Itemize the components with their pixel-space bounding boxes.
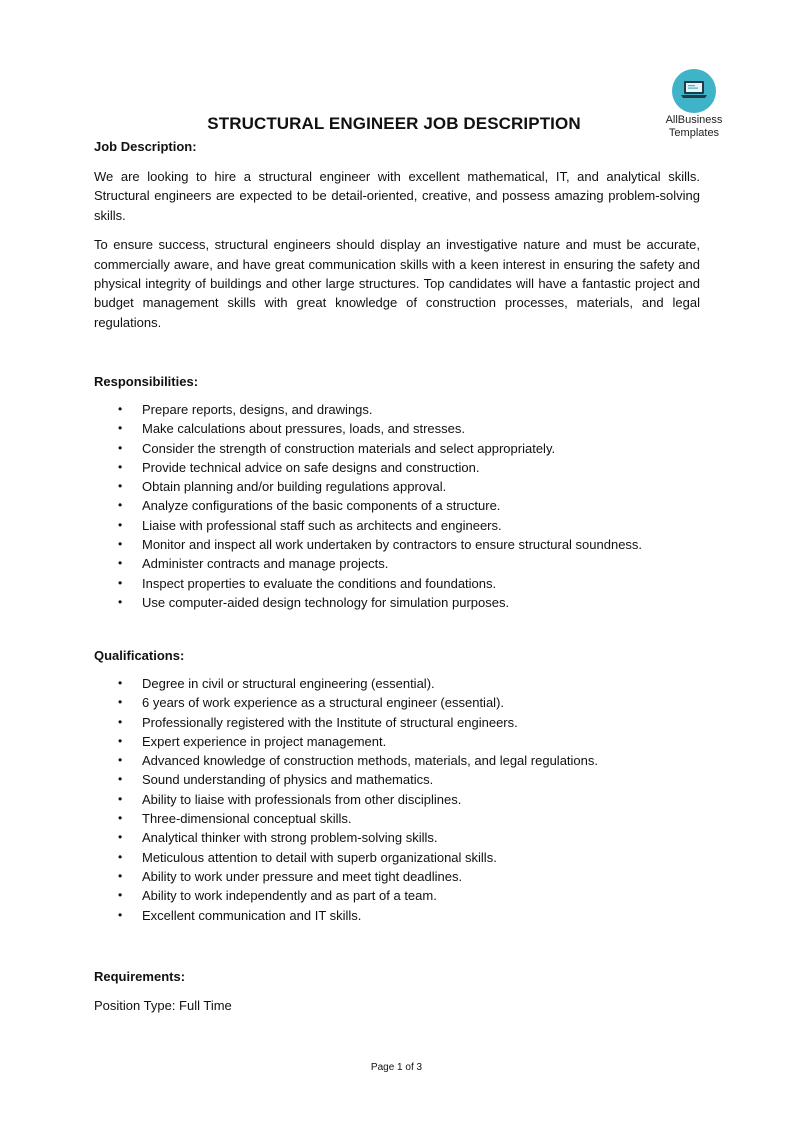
bullet-icon: •	[118, 402, 123, 416]
list-item: • Monitor and inspect all work undertaken by contractors to ensure structural soundness.	[94, 535, 700, 554]
logo-badge	[672, 69, 716, 113]
list-item: • 6 years of work experience as a structural engineer (essential).	[94, 693, 700, 712]
responsibilities-list	[94, 400, 700, 612]
list-item: • Inspect properties to evaluate the conditions and foundations.	[94, 574, 700, 593]
list-item: • Advanced knowledge of construction methods, materials, and legal regulations.	[94, 751, 700, 770]
position-type: Position Type: Full Time	[94, 998, 232, 1013]
list-item: • Liaise with professional staff such as architects and engineers.	[94, 516, 700, 535]
bullet-icon: •	[118, 575, 123, 590]
bullet-icon: •	[118, 830, 123, 845]
list-item: • Ability to work under pressure and meet tight deadlines.	[94, 867, 700, 886]
bullet-icon: •	[118, 772, 123, 787]
bullet-icon: •	[118, 556, 123, 571]
list-item: • Administer contracts and manage projects.	[94, 554, 700, 573]
bullet-icon: •	[118, 714, 123, 729]
list-item: • Make calculations about pressures, loads, and stresses.	[94, 419, 700, 438]
list-item: • Meticulous attention to detail with superb organizational skills.	[94, 848, 700, 867]
list-item: • Expert experience in project management.	[94, 732, 700, 751]
bullet-icon: •	[118, 479, 123, 494]
job-description-section	[94, 139, 700, 332]
logo-line-2: Templates	[668, 127, 720, 139]
list-item: • Obtain planning and/or building regulations approval.	[94, 477, 700, 496]
requirements-section	[94, 969, 700, 1013]
list-item: • Analytical thinker with strong problem-solving skills.	[94, 828, 700, 847]
list-item: • Prepare reports, designs, and drawings.	[94, 400, 700, 419]
list-item: • Excellent communication and IT skills.	[94, 906, 700, 925]
list-item: • Analyze configurations of the basic components of a structure.	[94, 496, 700, 515]
bullet-icon: •	[118, 517, 123, 532]
bullet-icon: •	[118, 594, 123, 609]
list-item: • Degree in civil or structural engineering (essential).	[94, 674, 700, 693]
bullet-icon: •	[118, 459, 123, 474]
responsibilities-section	[94, 374, 700, 612]
list-item: • Three-dimensional conceptual skills.	[94, 809, 700, 828]
laptop-icon	[680, 79, 708, 101]
job-description-paragraph-1: We are looking to hire a structural engineer with excellent mathematical, IT, and analytical skills. Structural engineers are expected to be detail-oriented, creative, and possess amazing problem-solving skills.	[94, 169, 700, 223]
responsibilities-heading: Responsibilities:	[94, 374, 199, 389]
requirements-heading: Requirements:	[94, 969, 186, 984]
document-title: STRUCTURAL ENGINEER JOB DESCRIPTION	[207, 114, 581, 133]
job-description-heading: Job Description:	[94, 139, 197, 154]
bullet-icon: •	[118, 849, 123, 864]
bullet-icon: •	[118, 791, 123, 806]
list-item: • Use computer-aided design technology for simulation purposes.	[94, 593, 700, 612]
bullet-icon: •	[118, 498, 123, 513]
bullet-icon: •	[118, 868, 123, 883]
bullet-icon: •	[118, 907, 123, 922]
list-item: • Ability to liaise with professionals from other disciplines.	[94, 790, 700, 809]
bullet-icon: •	[118, 888, 123, 903]
list-item: • Ability to work independently and as part of a team.	[94, 886, 700, 905]
job-description-paragraph-2: To ensure success, structural engineers should display an investigative nature and must be accurate, commercially aware, and have great communication skills with a keen interest in ensuring the safety and physical integrity of buildings and other large structures. Top candidates will have a fantastic project and budget management skills with great knowledge of construction processes, materials, and legal regulations.	[94, 237, 700, 330]
list-item: • Provide technical advice on safe designs and construction.	[94, 458, 700, 477]
bullet-icon: •	[118, 811, 123, 826]
bullet-icon: •	[118, 733, 123, 748]
qualifications-section	[94, 648, 700, 925]
bullet-icon: •	[118, 537, 123, 552]
list-item: • Sound understanding of physics and mathematics.	[94, 770, 700, 789]
qualifications-list	[94, 674, 700, 925]
page-number: Page 1 of 3	[370, 1062, 423, 1073]
bullet-icon: •	[118, 676, 123, 690]
bullet-icon: •	[118, 753, 123, 768]
bullet-icon: •	[118, 695, 123, 710]
qualifications-heading: Qualifications:	[94, 648, 185, 663]
bullet-icon: •	[118, 421, 123, 436]
bullet-icon: •	[118, 440, 123, 455]
logo-line-1: AllBusiness	[665, 114, 723, 126]
list-item: • Consider the strength of construction materials and select appropriately.	[94, 439, 700, 458]
list-item: • Professionally registered with the Institute of structural engineers.	[94, 713, 700, 732]
